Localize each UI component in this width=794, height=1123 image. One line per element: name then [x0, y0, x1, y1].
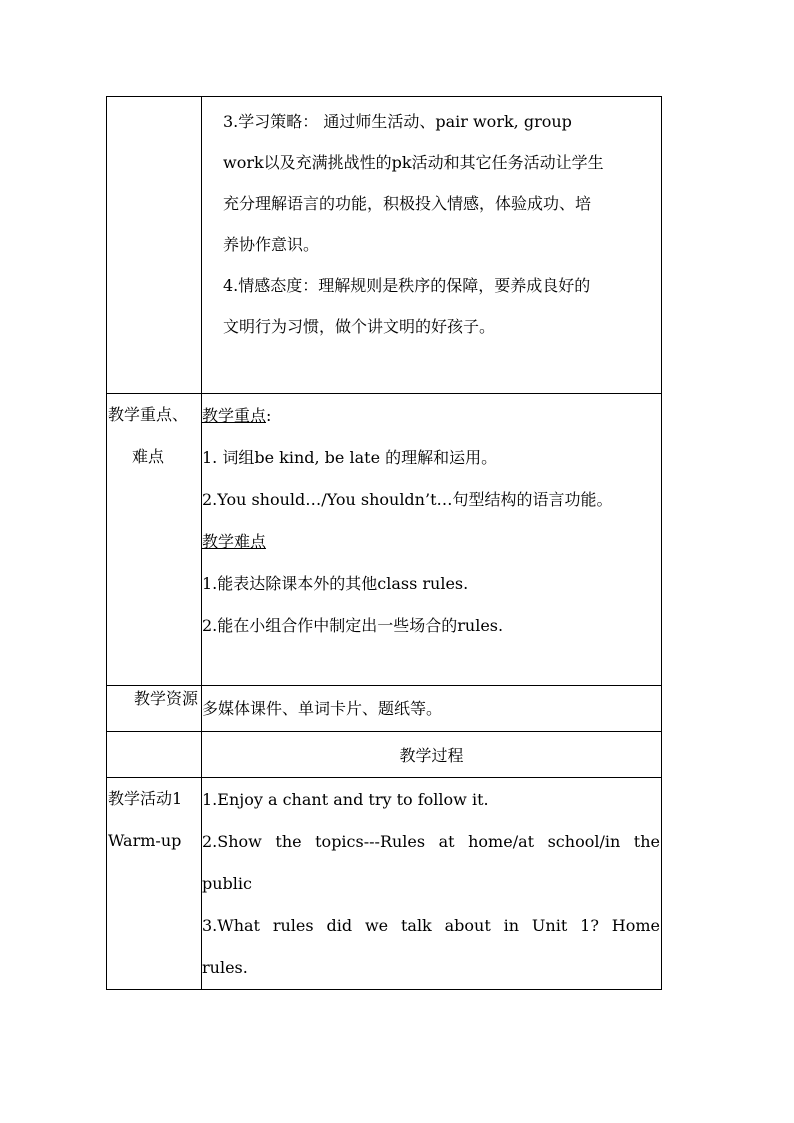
- difficult-point-2: 2.能在小组合作中制定出一些场合的rules.: [202, 616, 504, 635]
- objectives-label-cell: [107, 97, 202, 394]
- activity-1-step-1: 1.Enjoy a chant and try to follow it.: [202, 790, 489, 809]
- activity-1-step-2b: public: [202, 874, 252, 893]
- key-points-heading-colon: :: [266, 406, 272, 425]
- process-header-title: 教学过程: [399, 746, 464, 765]
- activity-1-label-line1: 教学活动1: [108, 789, 183, 808]
- process-header-row: [107, 732, 662, 778]
- strategy-line-2: work以及充满挑战性的pk活动和其它任务活动让学生: [223, 153, 604, 172]
- process-header-cell: [202, 732, 662, 778]
- activity-1-step-2a: 2.Show the topics---Rules at home/at school/in the: [202, 832, 660, 851]
- key-points-label-line1: 教学重点、: [108, 405, 189, 424]
- resources-text: 多媒体课件、单词卡片、题纸等。: [202, 698, 443, 718]
- resources-label-cell: [107, 686, 202, 732]
- activity-1-label-cell: [107, 778, 202, 990]
- objectives-content-cell: [202, 97, 662, 394]
- strategy-line-1: 3.学习策略： 通过师生活动、pair work, group: [223, 112, 572, 131]
- key-points-heading: 教学重点: [202, 406, 267, 425]
- attitude-line-1: 4.情感态度：理解规则是秩序的保障，要养成良好的: [223, 276, 591, 295]
- activity-1-label-line2: Warm-up: [108, 831, 182, 850]
- key-point-1: 1. 词组be kind, be late 的理解和运用。: [202, 448, 498, 467]
- key-points-label-line2: 难点: [132, 447, 165, 466]
- strategy-line-4: 养协作意识。: [223, 235, 320, 254]
- activity-1-step-3a: 3.What rules did we talk about in Unit 1? Home: [202, 916, 660, 935]
- attitude-line-2: 文明行为习惯，做个讲文明的好孩子。: [223, 317, 496, 336]
- activity-1-row: [107, 778, 662, 990]
- resources-row: [107, 686, 662, 732]
- process-header-label-cell: [107, 732, 202, 778]
- key-points-label-cell: [107, 394, 202, 686]
- strategy-line-3: 充分理解语言的功能，积极投入情感，体验成功、培: [223, 194, 592, 213]
- key-points-row: [107, 394, 662, 686]
- activity-1-step-3b: rules.: [202, 958, 248, 977]
- key-points-content-cell: [202, 394, 662, 686]
- resources-label: 教学资源: [133, 689, 198, 708]
- key-point-2: 2.You should…/You shouldn’t…句型结构的语言功能。: [202, 490, 613, 509]
- lesson-plan-table: [106, 96, 662, 990]
- activity-1-content-cell: [202, 778, 662, 990]
- difficult-points-heading: 教学难点: [202, 532, 267, 551]
- difficult-point-1: 1.能表达除课本外的其他class rules.: [202, 574, 469, 593]
- resources-content-cell: [202, 686, 662, 732]
- objectives-row: [107, 97, 662, 394]
